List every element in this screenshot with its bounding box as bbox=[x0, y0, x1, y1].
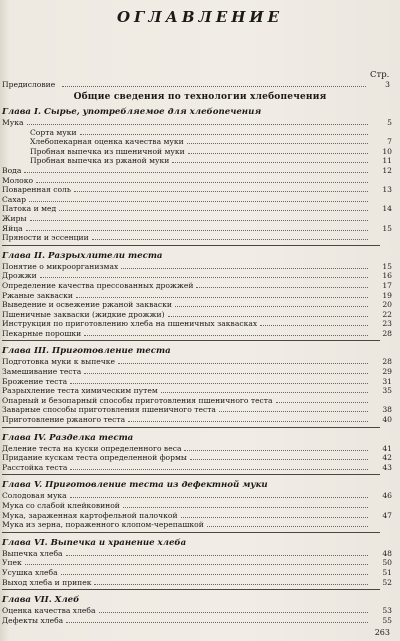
leader-dots bbox=[128, 421, 368, 422]
leader-dots bbox=[94, 584, 368, 585]
chapter-heading bbox=[0, 106, 392, 117]
leader-dots bbox=[99, 612, 368, 613]
leader-dots bbox=[168, 316, 368, 317]
toc-entry-label: Солодовая мука bbox=[2, 491, 67, 501]
toc-entry bbox=[0, 176, 392, 186]
toc-entry-page: 48 bbox=[382, 548, 392, 558]
leader-dots bbox=[74, 191, 368, 192]
toc-entry-page: 52 bbox=[382, 577, 392, 587]
toc-entry-page: 38 bbox=[382, 405, 392, 415]
toc-entry bbox=[0, 137, 392, 147]
toc-entry-label: Усушка хлеба bbox=[2, 567, 58, 577]
toc-entry-label: Выход хлеба и припек bbox=[2, 577, 92, 587]
leader-dots bbox=[59, 210, 368, 211]
toc-entry-label: Брожение теста bbox=[2, 376, 68, 386]
toc-entry-page: 41 bbox=[382, 443, 392, 453]
section-title: Общие сведения по технологии хлебопечения bbox=[73, 92, 327, 102]
leader-dots bbox=[30, 220, 368, 221]
toc-entry-label: Пряности и эссенции bbox=[2, 233, 89, 243]
chapter-title: Глава III. Приготовление теста bbox=[2, 346, 171, 357]
chapter-heading bbox=[0, 432, 392, 443]
chapter-separator bbox=[2, 474, 380, 475]
toc-entry bbox=[0, 262, 392, 272]
leader-dots bbox=[187, 143, 368, 144]
toc-entry-label: Сахар bbox=[2, 194, 27, 204]
toc-entry bbox=[0, 291, 392, 301]
chapter-separator bbox=[2, 427, 380, 428]
toc-entry bbox=[0, 214, 392, 224]
chapter-heading bbox=[0, 594, 392, 605]
toc-entry bbox=[0, 578, 392, 588]
toc-entry bbox=[0, 224, 392, 234]
leader-dots bbox=[219, 411, 368, 412]
toc-entry-label: Поваренная соль bbox=[2, 185, 71, 195]
leader-dots bbox=[84, 373, 368, 374]
toc-entry bbox=[0, 491, 392, 501]
chapter-heading bbox=[0, 479, 392, 490]
toc-entry bbox=[0, 415, 392, 425]
toc-entry-label: Ржаные закваски bbox=[2, 290, 73, 300]
chapter-title: Глава VII. Хлеб bbox=[2, 595, 80, 606]
toc-entry-page: 28 bbox=[382, 328, 392, 338]
leader-dots bbox=[172, 162, 368, 163]
leader-dots bbox=[29, 201, 368, 202]
chapter-heading bbox=[0, 345, 392, 356]
toc-entry-page: 50 bbox=[382, 558, 392, 568]
leader-dots bbox=[276, 402, 368, 403]
leader-dots bbox=[66, 555, 368, 556]
toc-entry-label: Дефекты хлеба bbox=[2, 615, 64, 625]
chapter-separator bbox=[2, 589, 380, 590]
toc-entry bbox=[0, 128, 392, 138]
toc-entry-label: Заварные способы приготовления пшеничного теста bbox=[2, 405, 216, 415]
toc-entry-label: Мука со слабой клейковиной bbox=[2, 501, 120, 510]
toc-entry-page: 51 bbox=[382, 567, 392, 577]
toc-entry-label: Определение качества прессованных дрожжей bbox=[2, 280, 194, 290]
toc-entry-page: 12 bbox=[382, 165, 392, 175]
toc-entry-label: Выведение и освежение ржаной закваски bbox=[2, 300, 172, 310]
leader-dots bbox=[26, 230, 368, 231]
table-of-contents bbox=[0, 106, 392, 625]
toc-entry-page: 19 bbox=[382, 290, 392, 300]
leader-dots bbox=[70, 469, 368, 470]
toc-entry-label: Деление теста на куски определенного веса bbox=[2, 443, 182, 453]
toc-entry-label: Яйца bbox=[2, 223, 23, 233]
toc-entry bbox=[0, 310, 392, 320]
toc-entry-page: 15 bbox=[382, 223, 392, 233]
chapter-title: Глава IV. Разделка теста bbox=[2, 432, 134, 443]
toc-entry-page: 47 bbox=[382, 510, 392, 520]
toc-entry bbox=[0, 444, 392, 454]
toc-entry-label: Разрыхление теста химическим путем bbox=[2, 386, 158, 396]
toc-entry bbox=[0, 357, 392, 367]
toc-entry-label: Мука, зараженная картофельной палочкой bbox=[2, 510, 178, 520]
toc-entry bbox=[0, 453, 392, 463]
toc-entry bbox=[0, 501, 392, 511]
leader-dots bbox=[84, 335, 368, 336]
toc-intro-page: 3 bbox=[385, 80, 390, 89]
leader-dots bbox=[181, 517, 368, 518]
chapter-title: Глава I. Сырье, употребляемое для хлебопечения bbox=[2, 107, 262, 117]
chapter-separator bbox=[2, 340, 380, 341]
toc-entry-page: 13 bbox=[382, 185, 392, 195]
toc-entry-page: 35 bbox=[382, 386, 392, 396]
toc-entry-page: 7 bbox=[387, 137, 392, 147]
toc-entry bbox=[0, 281, 392, 291]
toc-entry-page: 22 bbox=[382, 309, 392, 319]
toc-entry bbox=[0, 118, 392, 128]
toc-entry-label: Опарный и безопарный способы приготовления пшеничного теста bbox=[2, 395, 273, 405]
toc-entry-page: 10 bbox=[382, 146, 392, 156]
toc-entry-page: 17 bbox=[382, 280, 392, 290]
toc-entry-label: Сорта муки bbox=[30, 127, 77, 137]
toc-entry bbox=[0, 616, 392, 626]
toc-entry-label: Приготовление ржаного теста bbox=[2, 415, 126, 425]
leader-dots bbox=[92, 239, 368, 240]
leader-dots bbox=[36, 182, 368, 183]
toc-entry-label: Придание кускам теста определенной формы bbox=[2, 453, 187, 463]
leader-dots bbox=[196, 287, 368, 288]
toc-intro-label: Предисловие bbox=[2, 80, 56, 89]
toc-entry-label: Мука bbox=[2, 118, 24, 127]
leader-dots bbox=[121, 268, 368, 269]
leader-dots bbox=[118, 363, 368, 364]
toc-entry-page: 29 bbox=[382, 367, 392, 377]
toc-entry-label: Инструкция по приготовлению хлеба на пшеничных заквасках bbox=[2, 319, 258, 329]
chapter-title: Глава VI. Выпечка и хранение хлеба bbox=[2, 537, 187, 548]
leader-dots bbox=[123, 507, 368, 508]
toc-entry-label: Дрожжи bbox=[2, 271, 37, 281]
leader-dots bbox=[188, 153, 368, 154]
leader-dots bbox=[61, 574, 368, 575]
leader-dots bbox=[40, 277, 368, 278]
toc-entry bbox=[0, 558, 392, 568]
toc-entry bbox=[0, 463, 392, 473]
toc-entry-page: 40 bbox=[382, 415, 392, 425]
toc-entry-page: 20 bbox=[382, 300, 392, 310]
toc-entry bbox=[0, 233, 392, 243]
leader-dots bbox=[184, 450, 368, 451]
leader-dots bbox=[27, 124, 368, 125]
toc-entry-page: 14 bbox=[382, 204, 392, 214]
leader-dots bbox=[207, 526, 368, 527]
leader-dots bbox=[70, 497, 368, 498]
leader-dots bbox=[80, 134, 368, 135]
toc-entry bbox=[0, 147, 392, 157]
toc-entry-label: Замешивание теста bbox=[2, 367, 82, 377]
toc-entry bbox=[0, 396, 392, 406]
leader-dots bbox=[161, 392, 368, 393]
toc-entry-page: 55 bbox=[382, 615, 392, 625]
toc-entry-label: Мука из зерна, пораженного клопом-черепашкой bbox=[2, 520, 204, 530]
toc-entry-page: 28 bbox=[382, 357, 392, 367]
toc-entry-page: 15 bbox=[382, 261, 392, 271]
toc-entry bbox=[0, 204, 392, 214]
toc-entry bbox=[0, 549, 392, 559]
leader-dots bbox=[175, 306, 368, 307]
toc-entry bbox=[0, 568, 392, 578]
toc-entry-page: 42 bbox=[382, 453, 392, 463]
toc-entry-label: Пробная выпечка из пшеничной муки bbox=[30, 146, 185, 156]
page-number: 263 bbox=[374, 628, 390, 637]
toc-entry bbox=[0, 405, 392, 415]
chapter-separator bbox=[2, 532, 380, 533]
toc-entry-page: 11 bbox=[382, 156, 392, 166]
toc-entry bbox=[0, 377, 392, 387]
page-header: ОГЛАВЛЕНИЕ bbox=[116, 8, 284, 26]
toc-entry-page: 43 bbox=[382, 462, 392, 472]
toc-entry-page: 23 bbox=[382, 319, 392, 329]
toc-intro-row bbox=[2, 80, 390, 90]
toc-entry bbox=[0, 367, 392, 377]
toc-entry bbox=[0, 511, 392, 521]
page-column-label: Стр. bbox=[370, 70, 390, 80]
chapter-title: Глава V. Приготовление теста из дефектной муки bbox=[2, 480, 268, 491]
toc-entry bbox=[0, 606, 392, 616]
toc-entry-label: Пробная выпечка из ржаной муки bbox=[30, 156, 170, 166]
toc-entry bbox=[0, 195, 392, 205]
toc-entry bbox=[0, 300, 392, 310]
chapter-heading bbox=[0, 537, 392, 548]
toc-entry bbox=[0, 319, 392, 329]
toc-entry-page: 46 bbox=[382, 491, 392, 501]
toc-entry-label: Вода bbox=[2, 165, 22, 175]
toc-entry-label: Расстойка теста bbox=[2, 462, 68, 472]
toc-entry-page: 5 bbox=[387, 118, 392, 127]
toc-entry bbox=[0, 271, 392, 281]
toc-entry-label: Понятие о микроорганизмах bbox=[2, 261, 119, 271]
toc-entry-page: 53 bbox=[382, 606, 392, 616]
leader-dots bbox=[76, 297, 368, 298]
toc-entry-label: Оценка качества хлеба bbox=[2, 606, 96, 616]
leader-dots bbox=[70, 383, 368, 384]
toc-entry-label: Хлебопекарная оценка качества муки bbox=[30, 137, 184, 147]
toc-entry-label: Пекарные порошки bbox=[2, 328, 82, 338]
toc-entry-label: Выпечка хлеба bbox=[2, 548, 63, 558]
toc-entry bbox=[0, 166, 392, 176]
toc-entry-page: 31 bbox=[382, 376, 392, 386]
toc-entry bbox=[0, 386, 392, 396]
toc-entry bbox=[0, 156, 392, 166]
toc-entry bbox=[0, 185, 392, 195]
toc-entry-label: Молоко bbox=[2, 175, 34, 185]
toc-entry bbox=[0, 329, 392, 339]
chapter-heading bbox=[0, 250, 392, 261]
toc-entry bbox=[0, 520, 392, 530]
leader-dots bbox=[24, 172, 368, 173]
chapter-separator bbox=[2, 245, 380, 246]
toc-entry-label: Пшеничные закваски (жидкие дрожжи) bbox=[2, 309, 165, 319]
chapter-title: Глава II. Разрыхлители теста bbox=[2, 250, 163, 261]
toc-entry-label: Патока и мед bbox=[2, 204, 57, 214]
leader-dots bbox=[190, 459, 368, 460]
leader-dots bbox=[62, 86, 366, 87]
leader-dots bbox=[66, 622, 368, 623]
toc-entry-page: 16 bbox=[382, 271, 392, 281]
toc-entry-label: Подготовка муки к выпечке bbox=[2, 357, 116, 367]
leader-dots bbox=[25, 564, 368, 565]
toc-entry-label: Жиры bbox=[2, 213, 27, 223]
leader-dots bbox=[260, 325, 368, 326]
toc-entry-label: Упек bbox=[2, 558, 22, 568]
